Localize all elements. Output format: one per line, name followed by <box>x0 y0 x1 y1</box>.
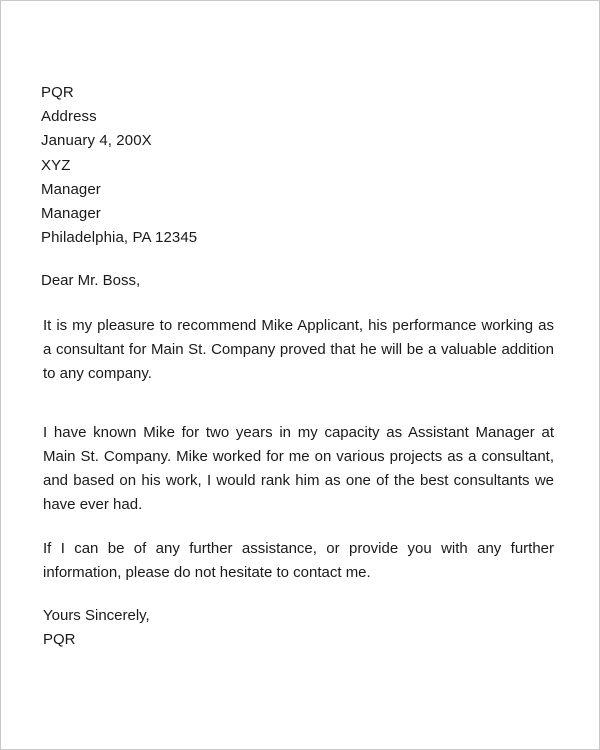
paragraph-experience: I have known Mike for two years in my capacity as Assistant Manager at Main St. Company. Mike worked for me on various projects as a consultant, and based on his work, I would rank him as one of the best consultants we have ever had. <box>43 424 554 513</box>
signature: PQR <box>43 631 76 648</box>
recipient-city: Philadelphia, PA 12345 <box>41 229 198 247</box>
salutation: Dear Mr. Boss, <box>41 272 141 289</box>
paragraph-contact: If I can be of any further assistance, or provide you with any further information, please do not hesitate to contact me. <box>43 540 554 581</box>
paragraph-recommendation: It is my pleasure to recommend Mike Applicant, his performance working as a consultant for Main St. Company proved that he will be a valuable addition to any company. <box>43 317 554 382</box>
sender-address: Address <box>41 108 97 126</box>
closing-phrase: Yours Sincerely, <box>43 607 150 624</box>
recipient-title-1: Manager <box>41 180 101 198</box>
recipient-name: XYZ <box>41 156 71 174</box>
recipient-title-2: Manager <box>41 205 101 223</box>
letter-header <box>41 81 197 250</box>
letter-date: January 4, 200X <box>41 132 152 150</box>
sender-name: PQR <box>41 84 74 101</box>
letter-closing <box>43 604 150 652</box>
